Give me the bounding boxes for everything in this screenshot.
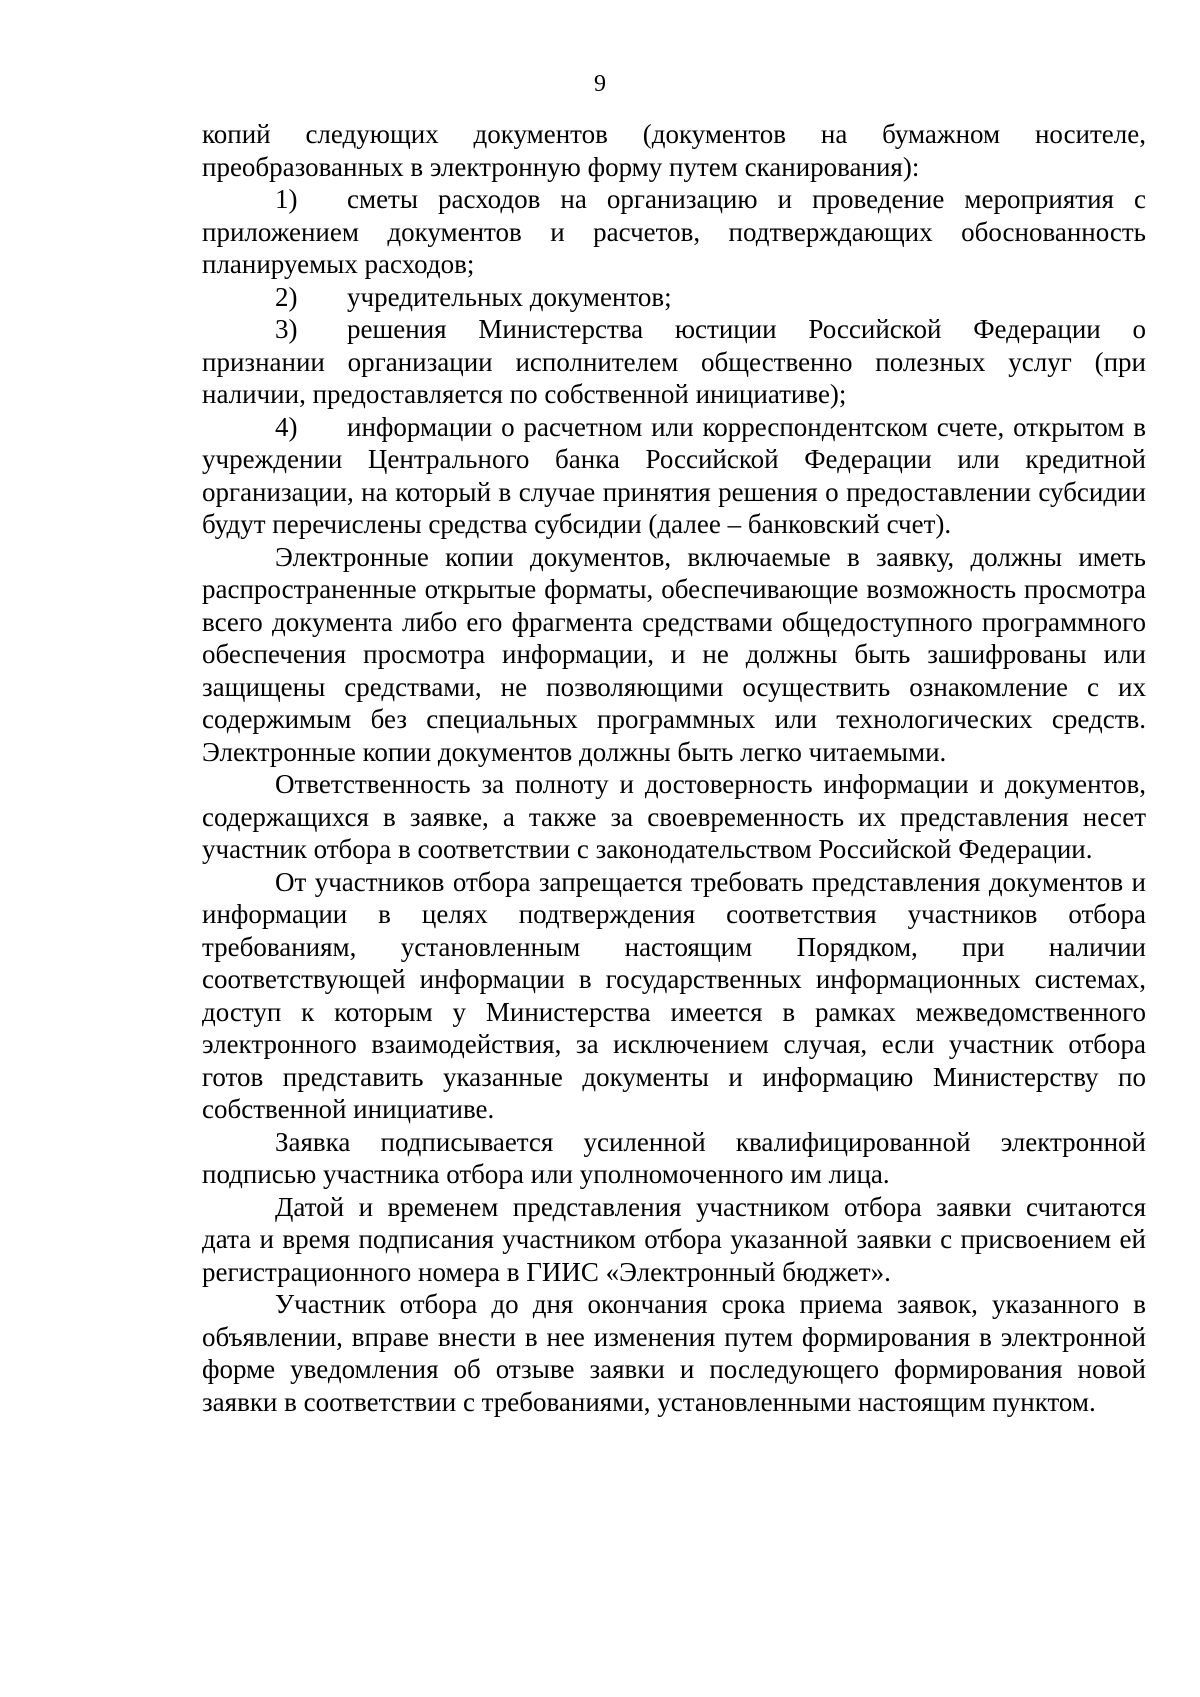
page-number: 9 bbox=[594, 71, 606, 97]
responsibility-paragraph: Ответственность за полноту и достоверность информации и документов, содержащихся в заявке, а также за своевременность их представления несет участник отбора в соответствии с законодательством Российской Федерации. bbox=[202, 769, 1146, 864]
list-item-text: сметы расходов на организацию и проведение мероприятия с приложением документов и расчетов, подтверждающих обоснованность планируемых расходов; bbox=[202, 184, 1146, 279]
signature-paragraph: Заявка подписывается усиленной квалифицированной электронной подписью участника отбора или уполномоченного им лица. bbox=[202, 1126, 1146, 1189]
list-item-number: 2) bbox=[275, 281, 298, 312]
list-item-text: информации о расчетном или корреспондентском счете, открытом в учреждении Центрального банка Российской Федерации или кредитной организации, на который в случае принятия решения о предоставлении субсидии будут перечислены средства субсидии (далее – банковский счет). bbox=[202, 411, 1146, 539]
submission-date-paragraph: Датой и временем представления участником отбора заявки считаются дата и время подписания участником отбора указанной заявки с присвоением ей регистрационного номера в ГИИС «Электронный бюджет». bbox=[202, 1191, 1146, 1287]
list-item-number: 3) bbox=[275, 314, 298, 344]
list-item-1 bbox=[202, 183, 1146, 281]
intro-paragraph: копий следующих документов (документов на бумажном носителе, преобразованных в электронную форму путем сканирования): bbox=[202, 119, 1146, 182]
list-item-number: 4) bbox=[275, 411, 298, 442]
list-item-4 bbox=[202, 411, 1146, 541]
electronic-copies-paragraph: Электронные копии документов, включаемые в заявку, должны иметь распространенные открытые форматы, обеспечивающие возможность просмотра всего документа либо его фрагмента средствами общедоступного программного обеспечения просмотра информации, и не должны быть зашифрованы или защищены средствами, не позволяющими осуществить ознакомление с их содержимым без специальных программных или технологических средств. Электронные копии документов должны быть легко читаемыми. bbox=[202, 541, 1146, 767]
prohibition-paragraph: От участников отбора запрещается требовать представления документов и информации в целях подтверждения соответствия участников отбора требованиям, установленным настоящим Порядком, при наличии соответствующей информации в государственных информационных системах, доступ к которым у Министерства имеется в рамках межведомственного электронного взаимодействия, за исключением случая, если участник отбора готов представить указанные документы и информацию Министерству по собственной инициативе. bbox=[202, 866, 1146, 1124]
list-item-text: решения Министерства юстиции Российской Федерации о признании организации исполнителем общественно полезных услуг (при наличии, предоставляется по собственной инициативе); bbox=[202, 314, 1146, 409]
document-body bbox=[202, 118, 1146, 1418]
list-item-2 bbox=[202, 281, 1146, 314]
list-item-number: 1) bbox=[275, 184, 298, 214]
list-item-3 bbox=[202, 313, 1146, 411]
list-item-text: учредительных документов; bbox=[347, 281, 672, 312]
amendment-paragraph: Участник отбора до дня окончания срока приема заявок, указанного в объявлении, вправе внести в нее изменения путем формирования в электронной форме уведомления об отзыве заявки и последующего формирования новой заявки в соответствии с требованиями, установленными настоящим пунктом. bbox=[202, 1289, 1146, 1417]
